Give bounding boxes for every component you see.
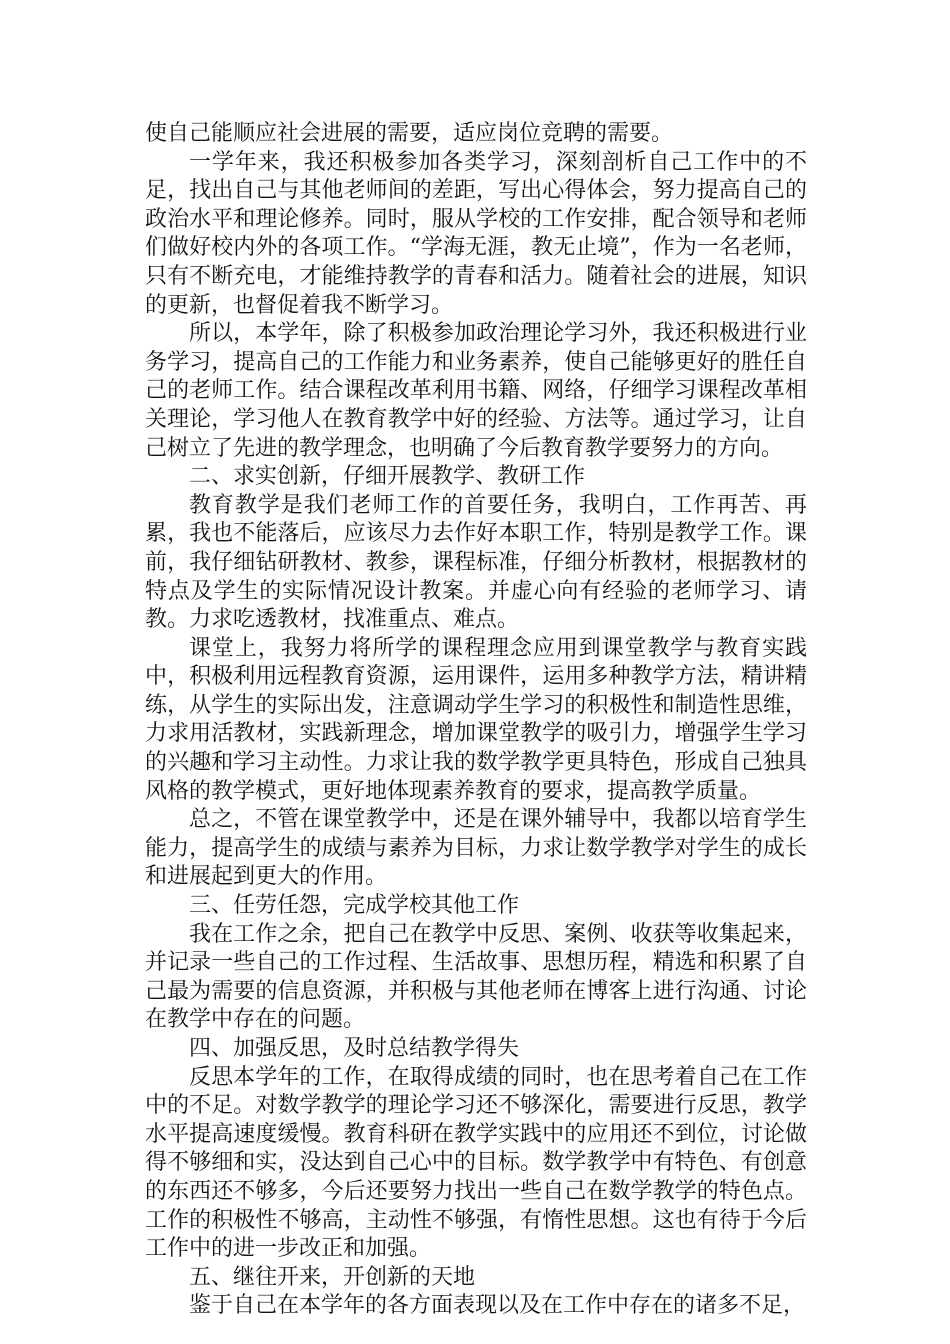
paragraph-summary: 总之，不管在课堂教学中，还是在课外辅导中，我都以培育学生能力，提高学生的成绩与素养为目标，力求让数学教学对学生的成长和进展起到更大的作用。 <box>145 807 807 890</box>
document-page <box>145 120 807 1321</box>
paragraph-reflection: 反思本学年的工作，在取得成绩的同时，也在思考着自己在工作中的不足。对数学教学的理论学习还不够深化，需要进行反思，教学水平提高速度缓慢。教育科研在教学实践中的应用还不到位，讨论做得不够细和实，没达到自己心中的目标。数学教学中有特色、有创意的东西还不够多，今后还要努力找出一些自己在数学教学的特色点。工作的积极性不够高，主动性不够强，有惰性思想。这也有待于今后工作中的进一步改正和加强。 <box>145 1064 807 1262</box>
paragraph-classroom: 课堂上，我努力将所学的课程理念应用到课堂教学与教育实践中，积极利用远程教育资源，运用课件，运用多种教学方法，精讲精练，从学生的实际出发，注意调动学生学习的积极性和制造性思维，力求用活教材，实践新理念，增加课堂教学的吸引力，增强学生学习的兴趣和学习主动性。力求让我的数学教学更具特色，形成自己独具风格的教学模式，更好地体现素养教育的要求，提高教学质量。 <box>145 635 807 804</box>
paragraph-other-work: 我在工作之余，把自己在教学中反思、案例、收获等收集起来，并记录一些自己的工作过程、生活故事、思想历程，精选和积累了自己最为需要的信息资源，并积极与其他老师在博客上进行沟通、讨论在教学中存在的问题。 <box>145 921 807 1033</box>
section-heading-3: 三、任劳任怨，完成学校其他工作 <box>189 893 520 919</box>
section-heading-4: 四、加强反思，及时总结教学得失 <box>189 1036 520 1061</box>
paragraph-teaching-task: 教育教学是我们老师工作的首要任务，我明白，工作再苦、再累，我也不能落后，应该尽力去作好本职工作，特别是教学工作。课前，我仔细钻研教材、教参，课程标准，仔细分析教材，根据教材的特点及学生的实际情况设计教案。并虚心向有经验的老师学习、请教。力求吃透教材，找准重点、难点。 <box>145 492 807 633</box>
paragraph-future: 鉴于自己在本学年的各方面表现以及在工作中存在的诸多不足， <box>189 1293 806 1319</box>
section-heading-2: 二、求实创新，仔细开展教学、教研工作 <box>189 464 586 490</box>
paragraph-study: 一学年来，我还积极参加各类学习，深刻剖析自己工作中的不足，找出自己与其他老师间的差距，写出心得体会，努力提高自己的政治水平和理论修养。同时，服从学校的工作安排，配合领导和老师们做好校内外的各项工作。“学海无涯，教无止境”，作为一名老师，只有不断充电，才能维持教学的青春和活力。随着社会的进展，知识的更新，也督促着我不断学习。 <box>145 149 807 318</box>
paragraph-continuation: 使自己能顺应社会进展的需要，适应岗位竞聘的需要。 <box>145 121 674 146</box>
section-heading-5: 五、继往开来，开创新的天地 <box>189 1264 476 1290</box>
paragraph-business-study: 所以，本学年，除了积极参加政治理论学习外，我还积极进行业务学习，提高自己的工作能力和业务素养，使自己能够更好的胜任自己的老师工作。结合课程改革利用书籍、网络，仔细学习课程改革相关理论，学习他人在教育教学中好的经验、方法等。通过学习，让自己树立了先进的教学理念，也明确了今后教育教学要努力的方向。 <box>145 321 807 461</box>
